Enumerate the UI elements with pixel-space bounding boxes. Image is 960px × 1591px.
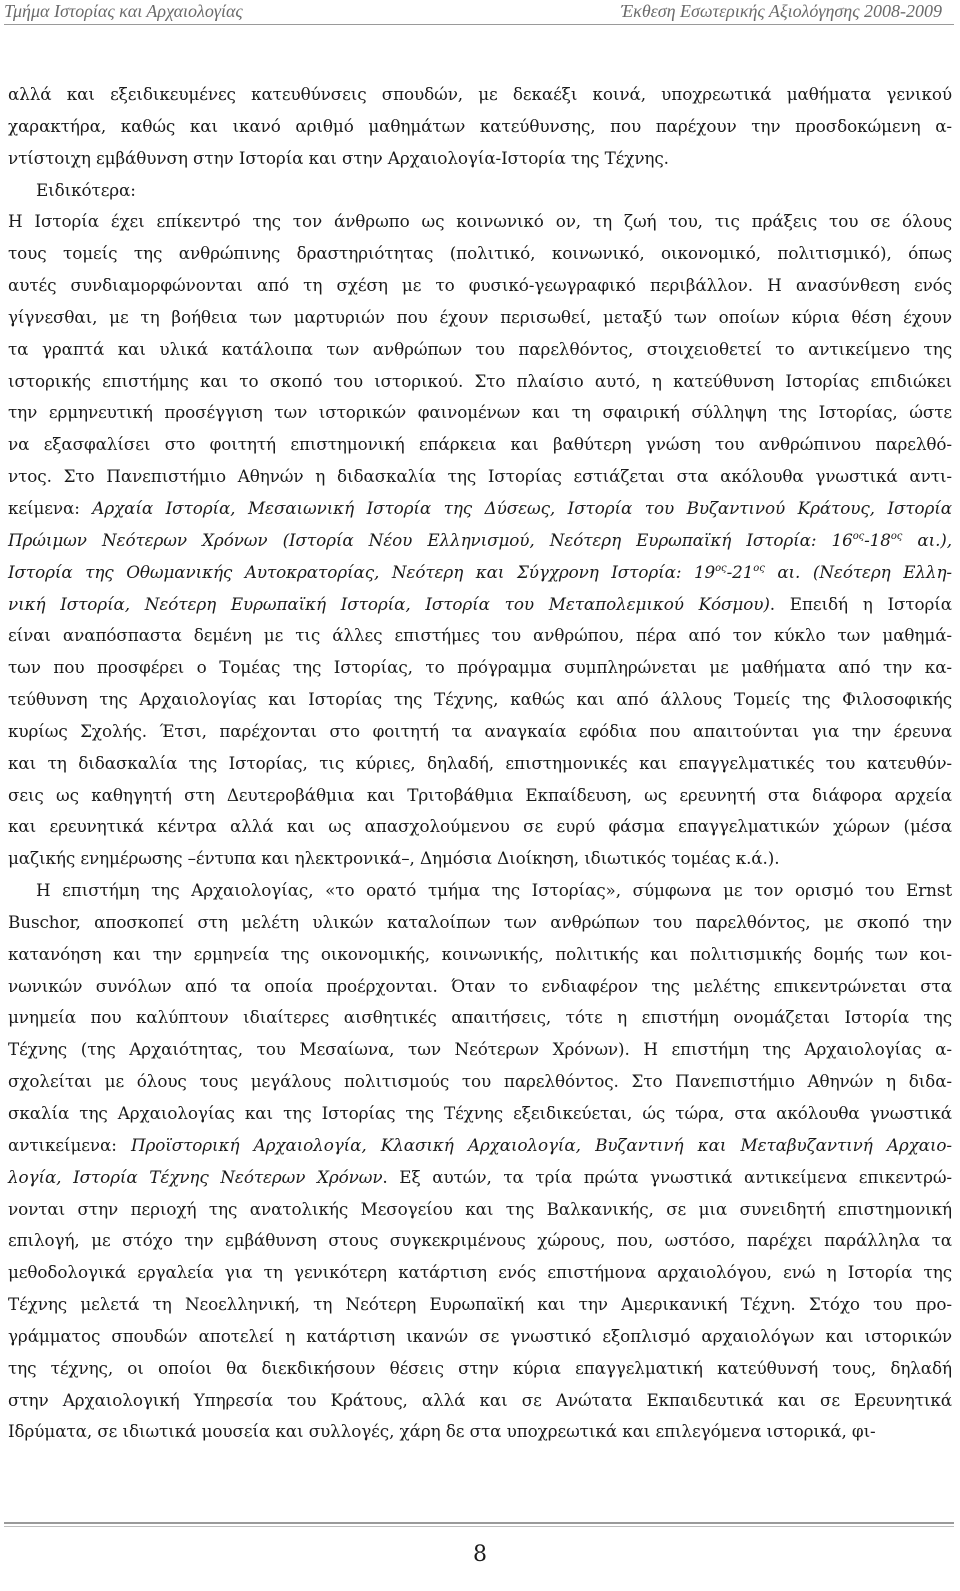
header-report-title: Έκθεση Εσωτερικής Αξιολόγησης 2008-2009 xyxy=(620,1,942,21)
text-line xyxy=(8,397,952,429)
text-segment: Η Ιστορία έχει επίκεντρό της τον άνθρωπο ως κοινωνικό ον, τη ζωή του, τις πράξεις του σε όλους xyxy=(8,211,952,232)
text-line xyxy=(8,875,952,907)
text-line xyxy=(8,684,952,716)
text-segment: λογία, Ιστορία Τέχνης Νεότερων Χρόνων xyxy=(8,1166,383,1187)
text-segment: αντικείμενα: xyxy=(8,1134,131,1155)
text-segment: Η επιστήμη της Αρχαιολογίας, «το ορατό τμήμα της Ιστορίας», σύμφωνα με τον ορισμό του Ernst xyxy=(36,880,952,901)
text-segment: . Εξ αυτών, τα τρία πρώτα γνωστικά αντικείμενα επικεντρώ- xyxy=(382,1166,952,1187)
text-segment: και ερευνητικά κέντρα αλλά και ως απασχολούμενου σε ευρύ φάσμα επαγγελματικών χώρων (μέσα xyxy=(8,816,952,837)
text-line xyxy=(8,620,952,652)
text-line xyxy=(8,811,952,843)
text-segment: αυτές συνδιαμορφώνονται από τη σχέση με το φυσικό-γεωγραφικό περιβάλλον. Η ανασύνθεση ενός xyxy=(8,275,952,296)
text-line xyxy=(8,907,952,939)
text-line xyxy=(8,461,952,493)
text-segment: ντίστοιχη εμβάθυνση στην Ιστορία και στην Αρχαιολογία-Ιστορία της Τέχνης. xyxy=(8,147,669,168)
text-segment: Ιδρύματα, σε ιδιωτικά μουσεία και συλλογές, χάρη δε στα υποχρεωτικά και επιλεγόμενα ιστορικά, φι- xyxy=(8,1421,876,1442)
text-segment: Τέχνης μελετά τη Νεοελληνική, τη Νεότερη Ευρωπαϊκή και την Αμερικανική Τέχνη. Στόχο του προ- xyxy=(8,1294,952,1315)
text-line xyxy=(8,1289,952,1321)
text-segment: Ειδικότερα: xyxy=(36,179,136,200)
text-segment: είναι αναπόσπαστα δεμένη με τις άλλες επιστήμες του ανθρώπου, πέρα από τον κύκλο των μαθημά- xyxy=(8,625,952,646)
text-segment: κείμενα: xyxy=(8,497,93,518)
text-segment: -21 xyxy=(726,561,754,582)
text-line xyxy=(8,1066,952,1098)
text-segment: νονται στην περιοχή της ανατολικής Μεσογείου και της Βαλκανικής, σε μια συνειδητή επιστημονική xyxy=(8,1198,952,1219)
text-line xyxy=(8,843,952,875)
text-line xyxy=(8,1002,952,1034)
text-segment: τους τομείς της ανθρώπινης δραστηριότητας (πολιτικό, κοινωνικό, οικονομικό, πολιτισμικό), όπως xyxy=(8,243,952,264)
page-number: 8 xyxy=(473,1542,487,1567)
header-department: Τμήμα Ιστορίας και Αρχαιολογίας xyxy=(4,1,243,21)
text-line xyxy=(8,1162,952,1194)
text-segment: τα γραπτά και υλικά κατάλοιπα των ανθρώπων του παρελθόντος, στοιχειοθετεί το αντικείμενο της xyxy=(8,338,952,359)
text-segment: αι. (Νεότερη Ελλη- xyxy=(764,561,952,582)
text-segment: της τέχνης, οι οποίοι θα διεκδικήσουν θέσεις στην κύρια επαγγελματική κατεύθυνσή τους, δηλαδή xyxy=(8,1357,952,1378)
text-segment: Ιστορία της Οθωμανικής Αυτοκρατορίας, Νεότερη και Σύγχρονη Ιστορία: 19 xyxy=(8,561,716,582)
text-line xyxy=(8,1385,952,1417)
text-line xyxy=(8,238,952,270)
text-segment: μαζικής ενημέρωσης –έντυπα και ηλεκτρονικά–, Δημόσια Διοίκηση, ιδιωτικός τομέας κ.ά.). xyxy=(8,848,780,869)
text-line xyxy=(8,429,952,461)
text-line xyxy=(8,589,952,621)
text-segment: . Επειδή η Ιστορία xyxy=(769,593,952,614)
text-segment: να εξασφαλίσει στο φοιτητή επιστημονική επάρκεια και βαθύτερη γνώση του ανθρώπινου παρελθό- xyxy=(8,434,952,455)
superscript: ος xyxy=(753,562,765,574)
text-line xyxy=(8,302,952,334)
text-segment: την ερμηνευτική προσέγγιση των ιστορικών φαινομένων και τη σφαιρική σύλληψη της Ιστορίας, ώστε xyxy=(8,402,952,423)
text-segment: Αρχαία Ιστορία, Μεσαιωνική Ιστορία της Δύσεως, Ιστορία του Βυζαντινού Κράτους, Ιστορία xyxy=(92,497,952,518)
text-segment: χαρακτήρα, καθώς και ικανό αριθμό μαθημάτων κατεύθυνσης, που παρέχουν την προσδοκώμενη α- xyxy=(8,115,952,136)
superscript: ος xyxy=(715,562,727,574)
text-segment: στην Αρχαιολογική Υπηρεσία του Κράτους, αλλά και σε Ανώτατα Εκπαιδευτικά και σε Ερευνητικά xyxy=(8,1389,952,1410)
text-line xyxy=(8,143,952,175)
text-line xyxy=(8,557,952,589)
text-segment: κατανόηση και την ερμηνεία της οικονομικής, κοινωνικής, πολιτικής και πολιτισμικής δομής των κοι- xyxy=(8,943,952,964)
footer-divider-thin xyxy=(4,1526,954,1527)
text-segment: ιστορικής επιστήμης και το σκοπό του ιστορικού. Στο πλαίσιο αυτό, η κατεύθυνση Ιστορίας επιδιώκει xyxy=(8,370,952,391)
text-line xyxy=(8,1225,952,1257)
text-segment: -18 xyxy=(864,529,891,550)
text-line xyxy=(8,175,952,207)
text-segment: σκαλία της Αρχαιολογίας και της Ιστορίας της Τέχνης εξειδικεύεται, ώς τώρα, στα ακόλουθα γνωστικά xyxy=(8,1103,952,1123)
text-line xyxy=(8,748,952,780)
text-line xyxy=(8,1353,952,1385)
text-segment: Τέχνης (της Αρχαιότητας, του Μεσαίωνα, των Νεότερων Χρόνων). Η επιστήμη της Αρχαιολογίας α- xyxy=(8,1039,952,1060)
text-line xyxy=(8,971,952,1003)
text-segment: Πρώιμων Νεότερων Χρόνων (Ιστορία Νέου Ελληνισμού, Νεότερη Ευρωπαϊκή Ιστορία: 16 xyxy=(8,529,853,550)
text-line xyxy=(8,334,952,366)
footer-divider xyxy=(4,1522,954,1524)
text-line xyxy=(8,652,952,684)
text-segment: και τη διδασκαλία της Ιστορίας, τις κύριες, δηλαδή, επιστημονικές και επαγγελματικές του κατευθύν- xyxy=(8,752,952,773)
text-line xyxy=(8,1130,952,1162)
header-divider xyxy=(4,24,954,25)
text-line xyxy=(8,1321,952,1353)
superscript: ος xyxy=(890,530,903,542)
text-line xyxy=(8,1194,952,1226)
text-line xyxy=(8,206,952,238)
text-line xyxy=(8,1034,952,1066)
text-line xyxy=(8,493,952,525)
text-line xyxy=(8,525,952,557)
text-segment: γίγνεσθαι, με τη βοήθεια των μαρτυριών που έχουν περισωθεί, μεταξύ των οποίων κύρια θέση έχουν xyxy=(8,306,952,327)
text-segment: αλλά και εξειδικευμένες κατευθύνσεις σπουδών, με δεκαέξι κοινά, υποχρεωτικά μαθήματα γενικού xyxy=(8,84,952,104)
text-line xyxy=(8,716,952,748)
document-body xyxy=(8,79,952,1448)
text-line xyxy=(8,939,952,971)
text-segment: των που προσφέρει ο Τομέας της Ιστορίας, το πρόγραμμα συμπληρώνεται με μαθήματα από την κα- xyxy=(8,657,952,678)
text-segment: μεθοδολογικά εργαλεία για τη γενικότερη κατάρτιση ενός επιστήμονα αρχαιολόγου, ενώ η Ιστορία της xyxy=(8,1262,952,1283)
text-segment: τεύθυνση της Αρχαιολογίας και Ιστορίας της Τέχνης, καθώς και από άλλους Τομείς της Φιλοσοφικής xyxy=(8,689,952,710)
text-segment: Buschor, αποσκοπεί στη μελέτη υλικών καταλοίπων των ανθρώπων του παρελθόντος, με σκοπό την xyxy=(8,911,952,932)
text-line xyxy=(8,1098,952,1130)
text-segment: μνημεία που καλύπτουν ιδιαίτερες αισθητικές απαιτήσεις, τότε η επιστήμη ονομάζεται Ιστορία της xyxy=(8,1007,952,1028)
text-segment: κυρίως Σχολής. Έτσι, παρέχονται στο φοιτητή τα αναγκαία εφόδια που απαιτούνται για την έρευνα xyxy=(8,720,952,741)
text-segment: Προϊστορική Αρχαιολογία, Κλασική Αρχαιολογία, Βυζαντινή και Μεταβυζαντινή Αρχαιο- xyxy=(130,1134,953,1155)
text-line xyxy=(8,1257,952,1289)
text-line xyxy=(8,780,952,812)
text-line xyxy=(8,1416,952,1448)
text-line xyxy=(8,366,952,398)
superscript: ος xyxy=(852,530,865,542)
text-segment: γράμματος σπουδών αποτελεί η κατάρτιση ικανών σε γνωστικό εξοπλισμό αρχαιολόγων και ιστορικών xyxy=(8,1325,952,1346)
text-line xyxy=(8,111,952,143)
text-line xyxy=(8,270,952,302)
text-segment: σχολείται με όλους τους μεγάλους πολιτισμούς του παρελθόντος. Στο Πανεπιστήμιο Αθηνών η διδα- xyxy=(8,1071,952,1092)
text-segment: αι.), xyxy=(902,529,952,550)
text-segment: ντος. Στο Πανεπιστήμιο Αθηνών η διδασκαλία της Ιστορίας εστιάζεται στα ακόλουθα γνωστικά αντι- xyxy=(8,466,952,487)
text-segment: σεις ως καθηγητή στη Δευτεροβάθμια και Τριτοβάθμια Εκπαίδευση, ως ερευνητή στα διάφορα αρχεία xyxy=(8,784,952,805)
text-segment: επιλογή, με στόχο την εμβάθυνση στους συγκεκριμένους χώρους, που, ωστόσο, παρέχει παράλληλα τα xyxy=(8,1230,952,1251)
text-line xyxy=(8,79,952,111)
page-header xyxy=(0,0,960,22)
text-segment: νική Ιστορία, Νεότερη Ευρωπαϊκή Ιστορία, Ιστορία του Μεταπολεμικού Κόσμου) xyxy=(8,593,770,614)
text-segment: νωνικών συνόλων από τα οποία προέρχονται. Όταν το ενδιαφέρον της μελέτης επικεντρώνεται στα xyxy=(8,975,952,996)
